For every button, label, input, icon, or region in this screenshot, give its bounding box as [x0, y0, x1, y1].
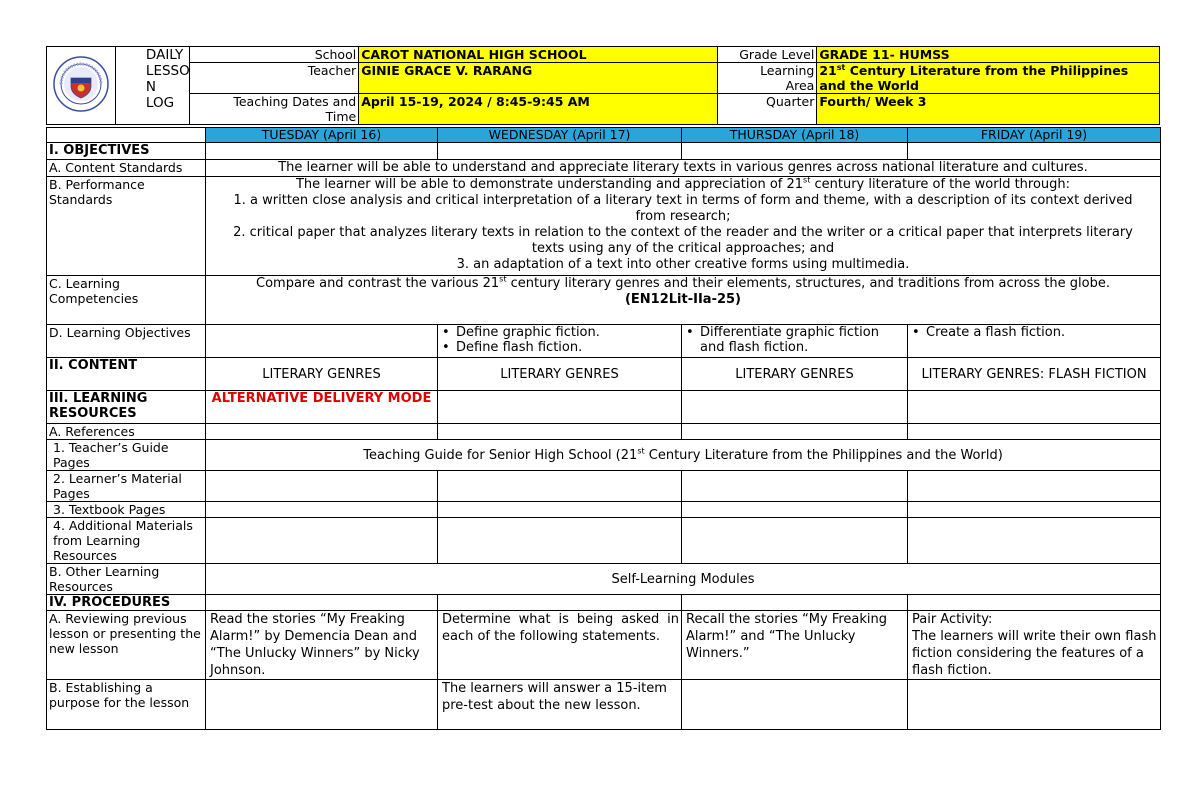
quarter-value: Fourth/ Week 3: [817, 94, 1160, 125]
performance-item: 2. critical paper that analyzes literary texts in relation to the context of the reader and the writer or a critical paper that interprets literary texts using any of the critical approaches; and: [233, 225, 1133, 256]
content-tuesday: LITERARY GENRES: [206, 358, 438, 391]
learning-resources-heading: III. LEARNING RESOURCES: [47, 391, 206, 424]
teaching-dates-value: April 15-19, 2024 / 8:45-9:45 AM: [359, 94, 718, 125]
dll-title: DAILY LESSO N LOG: [115, 47, 189, 125]
references-label: A. References: [47, 424, 206, 440]
content-wednesday: LITERARY GENRES: [438, 358, 682, 391]
objective-item: • Create a flash fiction.: [910, 325, 1158, 340]
objective-item: • Define flash fiction.: [440, 340, 679, 355]
learning-objectives-thursday: [682, 325, 908, 358]
content-thursday: LITERARY GENRES: [682, 358, 908, 391]
other-resources-value: Self-Learning Modules: [206, 564, 1161, 595]
dll-header-table: [46, 46, 1160, 125]
school-value: CAROT NATIONAL HIGH SCHOOL: [359, 47, 718, 63]
additional-materials-label: 4. Additional Materials from Learning Resources: [47, 518, 206, 564]
reviewing-friday: [908, 611, 1161, 680]
alternative-delivery-mode: ALTERNATIVE DELIVERY MODE: [206, 391, 438, 424]
reviewing-tuesday: Read the stories “My Freaking Alarm!” by Demencia Dean and “The Unlucky Winners” by Nicky Johnson.: [206, 611, 438, 680]
school-label: School: [189, 47, 358, 63]
competency-code: (EN12Lit-IIa-25): [624, 292, 742, 307]
other-resources-label: B. Other Learning Resources: [47, 564, 206, 595]
grade-level-label: Grade Level: [718, 47, 817, 63]
day-header-blank: [47, 128, 206, 143]
content-friday: LITERARY GENRES: FLASH FICTION: [908, 358, 1161, 391]
performance-intro: The learner will be able to demonstrate understanding and appreciation of 21st century literature of the world through:: [295, 175, 1071, 192]
learning-competencies-label: C. Learning Competencies: [47, 276, 206, 325]
establishing-purpose-wednesday: The learners will answer a 15-item pre-test about the new lesson.: [438, 680, 682, 730]
deped-seal: [47, 47, 116, 125]
learners-material-label: 2. Learner’s Material Pages: [47, 471, 206, 502]
performance-item: 3. an adaptation of a text into other creative forms using multimedia.: [456, 257, 910, 272]
pair-activity-title: Pair Activity:: [912, 612, 993, 627]
daily-lesson-log: [46, 46, 1160, 730]
content-standards-label: A. Content Standards: [47, 160, 206, 177]
establishing-purpose-label: B. Establishing a purpose for the lesson: [47, 680, 206, 730]
performance-item: 1. a written close analysis and critical interpretation of a literary text in terms of form and theme, with a description of its context derived from research;: [233, 193, 1133, 224]
procedures-heading: IV. PROCEDURES: [47, 595, 206, 611]
pair-activity-text: The learners will write their own flash fiction considering the features of a flash fiction.: [912, 629, 1157, 678]
objective-item: • Differentiate graphic fiction and flash fiction.: [684, 325, 905, 355]
learning-competencies-text: Compare and contrast the various 21st century literary genres and their elements, structures, and traditions from across the globe. (EN12Lit-IIa-25): [206, 276, 1161, 325]
reviewing-lesson-label: A. Reviewing previous lesson or presenting the new lesson: [47, 611, 206, 680]
day-header-thursday: THURSDAY (April 18): [682, 128, 908, 143]
learning-objectives-label: D. Learning Objectives: [47, 325, 206, 358]
quarter-label: Quarter: [718, 94, 817, 125]
objective-item: • Define graphic fiction.: [440, 325, 679, 340]
teachers-guide-value: Teaching Guide for Senior High School (21st Century Literature from the Philippines and the World): [206, 440, 1161, 471]
learning-objectives-friday: [908, 325, 1161, 358]
deped-seal-icon: [53, 56, 109, 112]
day-header-friday: FRIDAY (April 19): [908, 128, 1161, 143]
textbook-pages-label: 3. Textbook Pages: [47, 502, 206, 518]
learning-area-label: Learning Area: [718, 63, 817, 94]
day-header-wednesday: WEDNESDAY (April 17): [438, 128, 682, 143]
performance-standards-label: B. Performance Standards: [47, 177, 206, 276]
grade-level-value: GRADE 11- HUMSS: [817, 47, 1160, 63]
teacher-label: Teacher: [189, 63, 358, 94]
content-heading: II. CONTENT: [47, 358, 206, 391]
teacher-value: GINIE GRACE V. RARANG: [359, 63, 718, 94]
teachers-guide-label: 1. Teacher’s Guide Pages: [47, 440, 206, 471]
content-standards-text: The learner will be able to understand and appreciate literary texts in various genres across national literature and cultures.: [206, 160, 1161, 177]
teaching-dates-label: Teaching Dates and Time: [189, 94, 358, 125]
learning-objectives-wednesday: [438, 325, 682, 358]
performance-standards-text: [206, 177, 1161, 276]
reviewing-wednesday: Determine what is being asked in each of the following statements.: [438, 611, 682, 680]
learning-area-value: 21st Century Literature from the Philippines and the World: [817, 63, 1160, 94]
reviewing-thursday: Recall the stories “My Freaking Alarm!” and “The Unlucky Winners.”: [682, 611, 908, 680]
dll-main-table: [46, 127, 1161, 730]
day-header-tuesday: TUESDAY (April 16): [206, 128, 438, 143]
objectives-heading: I. OBJECTIVES: [47, 143, 206, 160]
